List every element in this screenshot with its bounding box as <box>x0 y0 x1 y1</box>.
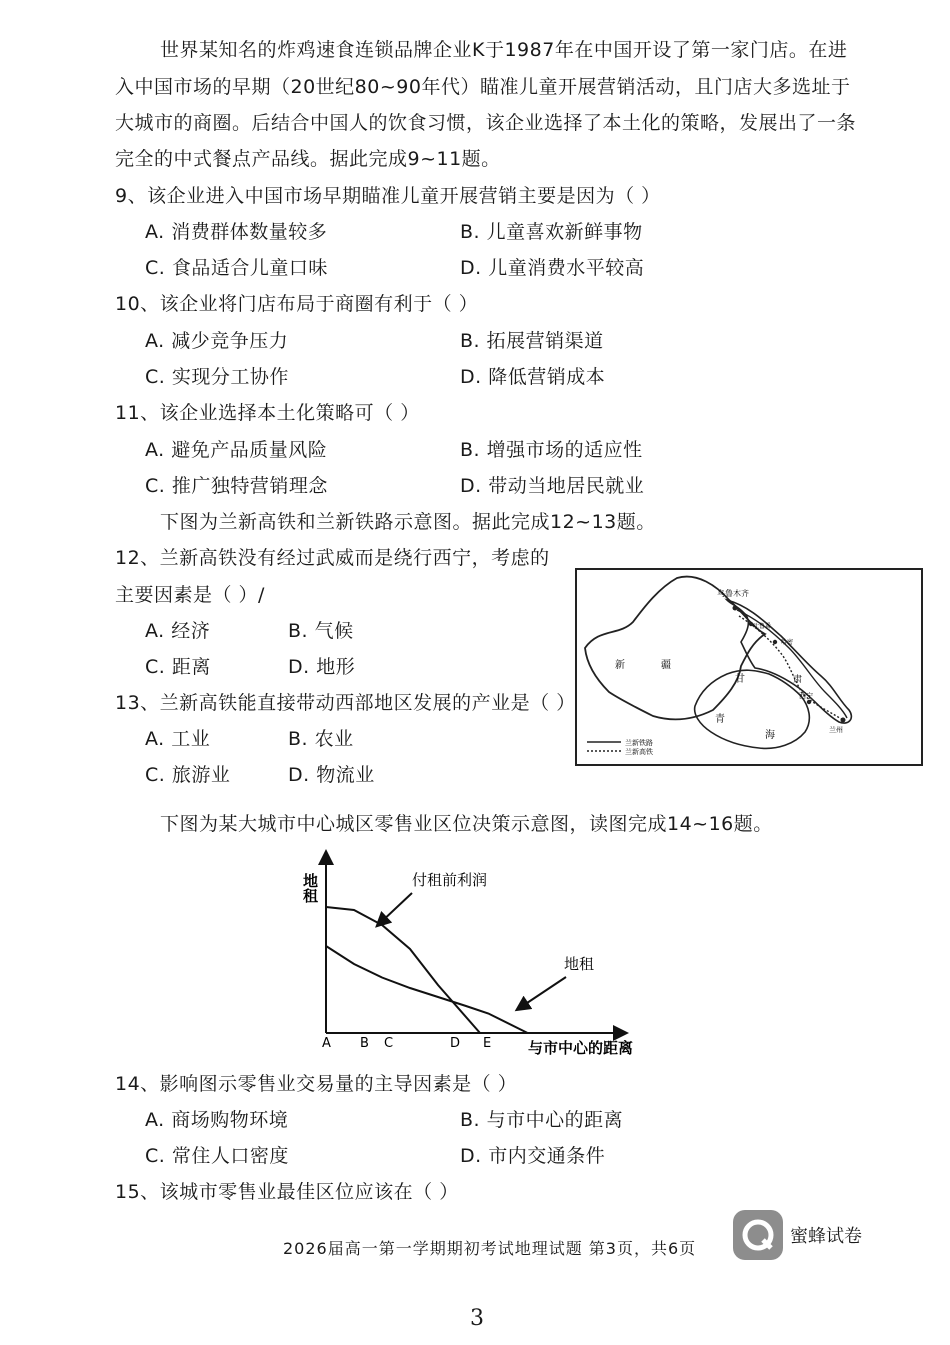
q10-option-d: D. 降低营销成本 <box>460 366 606 388</box>
intro-line-1: 世界某知名的炸鸡速食连锁品牌企业K于1987年在中国开设了第一家门店。在进 <box>160 39 848 61</box>
q10-option-c: C. 实现分工协作 <box>145 366 289 388</box>
section2-intro: 下图为兰新高铁和兰新铁路示意图。据此完成12~13题。 <box>160 511 656 533</box>
retail-location-chart <box>290 845 650 1060</box>
q12-option-b: B. 气候 <box>288 620 354 642</box>
chart-ylabel: 地租 <box>301 873 319 903</box>
q12-stem-line-1: 12、兰新高铁没有经过武威而是绕行西宁，考虑的 <box>115 547 550 569</box>
beehive-logo-icon <box>733 1210 783 1260</box>
q9-stem: 9、该企业进入中国市场早期瞄准儿童开展营销主要是因为（ ） <box>115 185 661 207</box>
q13-option-c: C. 旅游业 <box>145 764 231 786</box>
chart-tick-a: A <box>322 1036 331 1051</box>
q12-option-d: D. 地形 <box>288 656 356 678</box>
q11-stem: 11、该企业选择本土化策略可（ ） <box>115 402 420 424</box>
map-legend-hsr: 兰新高铁 <box>625 748 653 756</box>
q10-stem: 10、该企业将门店布局于商圈有利于（ ） <box>115 293 479 315</box>
q9-option-c: C. 食品适合儿童口味 <box>145 257 328 279</box>
q15-stem: 15、该城市零售业最佳区位应该在（ ） <box>115 1181 459 1203</box>
q12-option-a: A. 经济 <box>145 620 211 642</box>
intro-line-4: 完全的中式餐点产品线。据此完成9~11题。 <box>115 148 501 170</box>
map-label-hai: 海 <box>765 730 775 741</box>
map-label-qing: 青 <box>715 714 725 725</box>
q10-option-a: A. 减少竞争压力 <box>145 330 289 352</box>
q11-option-c: C. 推广独特营销理念 <box>145 475 328 497</box>
chart-annotation-profit: 付租前利润 <box>412 871 488 889</box>
q13-stem: 13、兰新高铁能直接带动西部地区发展的产业是（ ） <box>115 692 576 714</box>
chart-annotation-rent: 地租 <box>564 955 595 973</box>
q12-stem-line-2: 主要因素是（ ）/ <box>115 584 265 606</box>
chart-tick-b: B <box>360 1036 369 1051</box>
map-label-gan: 甘 <box>735 674 745 685</box>
intro-line-2: 入中国市场的早期（20世纪80~90年代）瞄准儿童开展营销活动，且门店大多选址于 <box>115 76 851 98</box>
q14-option-d: D. 市内交通条件 <box>460 1145 606 1167</box>
q9-option-a: A. 消费群体数量较多 <box>145 221 328 243</box>
page-number: 3 <box>470 1306 484 1331</box>
chart-xlabel: 与市中心的距离 <box>528 1039 634 1057</box>
section3-intro: 下图为某大城市中心城区零售业区位决策示意图，读图完成14~16题。 <box>160 813 773 835</box>
map-label-lanzhou: 兰州 <box>829 726 843 734</box>
series-profit-curve <box>326 907 480 1033</box>
lanxin-railway-map <box>575 568 923 766</box>
q13-option-a: A. 工业 <box>145 728 211 750</box>
map-label-jiang: 疆 <box>661 660 671 671</box>
q11-option-b: B. 增强市场的适应性 <box>460 439 643 461</box>
map-label-xin: 新 <box>615 660 625 671</box>
q11-option-a: A. 避免产品质量风险 <box>145 439 328 461</box>
series-rent-curve <box>326 946 528 1033</box>
q14-option-b: B. 与市中心的距离 <box>460 1109 624 1131</box>
intro-line-3: 大城市的商圈。后结合中国人的饮食习惯，该企业选择了本土化的策略，发展出了一条 <box>115 112 857 134</box>
map-label-su: 肃 <box>793 675 803 685</box>
q9-option-b: B. 儿童喜欢新鲜事物 <box>460 221 643 243</box>
chart-annotation-rent-arrow <box>518 977 566 1009</box>
q14-stem: 14、影响图示零售业交易量的主导因素是（ ） <box>115 1073 518 1095</box>
chart-tick-d: D <box>450 1036 461 1051</box>
gansu-region <box>727 600 851 723</box>
q9-option-d: D. 儿童消费水平较高 <box>460 257 645 279</box>
map-label-urumqi: 乌鲁木齐 <box>717 589 749 598</box>
logo-text: 蜜蜂试卷 <box>790 1226 862 1247</box>
map-legend-rail: 兰新铁路 <box>625 739 653 747</box>
q13-option-d: D. 物流业 <box>288 764 375 786</box>
q14-option-a: A. 商场购物环境 <box>145 1109 289 1131</box>
q12-option-c: C. 距离 <box>145 656 211 678</box>
q14-option-c: C. 常住人口密度 <box>145 1145 289 1167</box>
q11-option-d: D. 带动当地居民就业 <box>460 475 645 497</box>
map-label-hami: 哈密 <box>781 639 794 646</box>
chart-annotation-profit-arrow <box>378 893 412 925</box>
chart-tick-c: C <box>384 1036 394 1051</box>
q10-option-b: B. 拓展营销渠道 <box>460 330 604 352</box>
chart-tick-e: E <box>483 1036 492 1051</box>
map-label-turpan: 吐鲁番 <box>753 623 772 630</box>
q13-option-b: B. 农业 <box>288 728 354 750</box>
page-footer: 2026届高一第一学期期初考试地理试题 第3页，共6页 <box>283 1239 697 1258</box>
map-label-xining: 西宁 <box>799 692 813 700</box>
